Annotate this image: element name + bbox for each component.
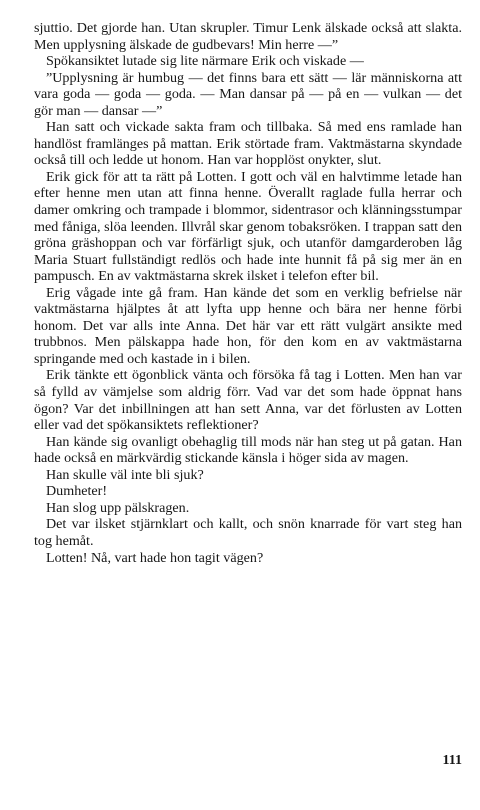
paragraph-1: sjuttio. Det gjorde han. Utan skrupler. Timur Lenk älskade också att slakta. Men upplysning älskade de gudbevars! Min herre —” [34,20,462,53]
paragraph-8: Han kände sig ovanligt obehaglig till mods när han steg ut på gatan. Han hade också en märkvärdig stickande känsla i höger sida av magen. [34,433,462,467]
paragraph-11: Han slog upp pälskragen. [46,499,190,516]
page-number: 111 [442,753,462,768]
paragraph-7: Erik tänkte ett ögonblick vänta och försöka få tag i Lotten. Men han var så fylld av vämjelse som aldrig förr. Vad var det som hade öppnat hans ögon? Var det inbillningen att han sett Anna, var det förlusten av Lotten eller vad det spökansiktets reflektioner? [34,367,462,434]
paragraph-2: Spökansiktet lutade sig lite närmare Erik och viskade — [46,53,364,70]
paragraph-6: Erig vågade inte gå fram. Han kände det som en verklig befrielse när vaktmästarna hjälptes åt att lyfta upp henne och bära ner henne förbi honom. Det var alls inte Anna. Det här var ett rätt vulgärt ansikte med trubbnos. Men pälskappa hade hon, för den kom en av vaktmästarna springande med och kastade in i bilen. [34,284,462,367]
paragraph-9: Han skulle väl inte bli sjuk? [46,466,204,483]
paragraph-13: Lotten! Nå, vart hade hon tagit vägen? [46,549,264,566]
paragraph-5: Erik gick för att ta rätt på Lotten. I gott och väl en halvtimme letade han efter henne men utan att finna henne. Överallt raglade fulla herrar och damer omkring och trampade i blommor, sidentrasor och klänningsstumpar med fåniga, slöa leenden. Illvrål skar genom tobaksröken. I trappan satt den gröna gräshoppan och var förfärligt sjuk, och utanför damgarderoben låg Maria Stuart fullständigt redlös och hade inte hunnit få på sig mer än en pampusch. En av vaktmästarna skrek ilsket i telefon efter bil. [34,168,462,285]
paragraph-12: Det var ilsket stjärnklart och kallt, och snön knarrade för vart steg han tog hemåt. [34,516,462,549]
paragraph-4: Han satt och vickade sakta fram och tillbaka. Så med ens ramlade han handlöst framlänges på mattan. Erik störtade fram. Vaktmästarna skyndade också till och ledde ut honom. Han var hopplöst onykter, slut. [34,119,462,169]
paragraph-3: ”Upplysning är humbug — det finns bara ett sätt — lär människorna att vara goda — goda — goda. — Man dansar på — på en — vulkan — det gör man — dansar —” [34,69,462,119]
body-text [34,20,462,566]
paragraph-10: Dumheter! [46,483,108,500]
book-page [34,20,462,800]
